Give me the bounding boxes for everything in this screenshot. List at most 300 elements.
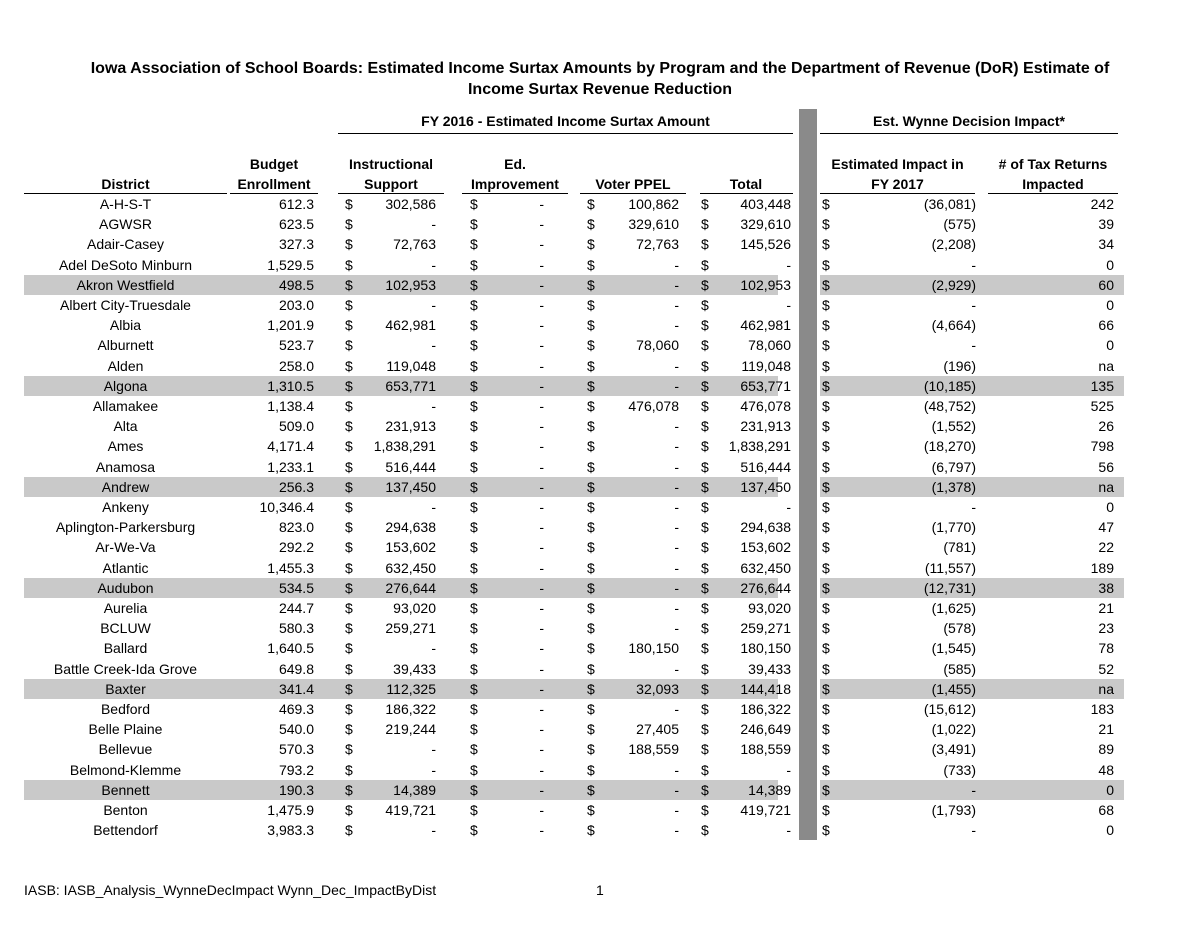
impact-dollar-sign: $ <box>822 721 830 738</box>
voter-dollar-sign: $ <box>587 196 595 212</box>
district-cell: Allamakee <box>92 398 159 414</box>
instructional-cell: 93,020 <box>393 600 436 616</box>
enrollment-cell: 534.5 <box>278 579 314 596</box>
total-dollar-sign: $ <box>701 236 709 253</box>
tax-returns-cell: 798 <box>1090 438 1114 455</box>
tax-returns-cell: 78 <box>1098 640 1114 657</box>
table-row <box>0 699 1200 719</box>
ed-improvement-cell: - <box>539 579 544 596</box>
instructional-cell: - <box>431 741 436 758</box>
impact-dollar-sign: $ <box>822 438 830 455</box>
impact-dollar-sign: $ <box>822 640 830 657</box>
instructional-cell: - <box>431 256 436 273</box>
enrollment-cell: 256.3 <box>278 478 314 495</box>
instructional-dollar-sign: $ <box>345 660 353 677</box>
total-cell: 462,981 <box>740 317 791 334</box>
total-dollar-sign: $ <box>701 317 709 334</box>
ed-improvement-cell: - <box>539 357 544 374</box>
voter-dollar-sign: $ <box>587 539 595 556</box>
district-cell: Bettendorf <box>93 822 158 839</box>
estimated-impact-cell: - <box>971 499 976 515</box>
ed-dollar-sign: $ <box>470 721 478 738</box>
instructional-cell: - <box>431 761 436 778</box>
enrollment-cell: 244.7 <box>278 600 314 616</box>
voter-dollar-sign: $ <box>587 701 595 717</box>
ed-dollar-sign: $ <box>470 822 478 839</box>
voter-dollar-sign: $ <box>587 256 595 273</box>
instructional-cell: 231,913 <box>385 418 436 435</box>
enrollment-cell: 203.0 <box>278 297 314 313</box>
instructional-dollar-sign: $ <box>345 640 353 657</box>
voter-ppel-cell: - <box>674 418 679 435</box>
instructional-dollar-sign: $ <box>345 822 353 839</box>
ed-improvement-cell: - <box>539 519 544 536</box>
impact-dollar-sign: $ <box>822 398 830 414</box>
tax-returns-cell: 0 <box>1106 822 1114 839</box>
voter-ppel-cell: - <box>674 761 679 778</box>
ed-dollar-sign: $ <box>470 317 478 334</box>
enrollment-cell: 570.3 <box>278 741 314 758</box>
voter-dollar-sign: $ <box>587 337 595 354</box>
voter-dollar-sign: $ <box>587 579 595 596</box>
impact-dollar-sign: $ <box>822 478 830 495</box>
ed-dollar-sign: $ <box>470 337 478 354</box>
ed-dollar-sign: $ <box>470 559 478 576</box>
total-cell: 137,450 <box>740 478 791 495</box>
total-dollar-sign: $ <box>701 822 709 839</box>
column-header-ed-improvement <box>462 154 568 194</box>
instructional-cell: 112,325 <box>386 680 436 697</box>
estimated-impact-cell: (1,625) <box>931 600 976 616</box>
tax-returns-cell: 242 <box>1090 196 1114 212</box>
instructional-cell: 102,953 <box>385 276 436 293</box>
table-row <box>0 537 1200 557</box>
tax-returns-cell: 21 <box>1098 600 1114 616</box>
enrollment-cell: 4,171.4 <box>267 438 314 455</box>
total-cell: 276,644 <box>740 579 791 596</box>
ed-improvement-cell: - <box>539 458 544 475</box>
impact-dollar-sign: $ <box>822 680 830 697</box>
district-cell: Benton <box>103 802 148 818</box>
table-row <box>0 255 1200 275</box>
voter-ppel-cell: - <box>674 600 679 616</box>
voter-dollar-sign: $ <box>587 418 595 435</box>
voter-dollar-sign: $ <box>587 559 595 576</box>
estimated-impact-cell: (1,545) <box>931 640 976 657</box>
ed-improvement-cell: - <box>539 297 544 313</box>
voter-dollar-sign: $ <box>587 680 595 697</box>
instructional-cell: 259,271 <box>385 620 436 637</box>
ed-dollar-sign: $ <box>470 438 478 455</box>
impact-dollar-sign: $ <box>822 620 830 637</box>
ed-improvement-cell: - <box>539 337 544 354</box>
total-cell: 145,526 <box>740 236 791 253</box>
voter-ppel-cell: - <box>674 499 679 515</box>
ed-improvement-cell: - <box>539 478 544 495</box>
instructional-dollar-sign: $ <box>345 337 353 354</box>
district-cell: Ar-We-Va <box>95 539 156 556</box>
tax-returns-cell: 38 <box>1098 579 1114 596</box>
voter-dollar-sign: $ <box>587 620 595 637</box>
voter-ppel-cell: - <box>674 822 679 839</box>
voter-ppel-cell: - <box>674 519 679 536</box>
estimated-impact-cell: (15,612) <box>923 701 976 717</box>
enrollment-cell: 3,983.3 <box>267 822 314 839</box>
instructional-dollar-sign: $ <box>345 317 353 334</box>
ed-dollar-sign: $ <box>470 377 478 394</box>
group-underline-wynne <box>820 133 1118 134</box>
table-row <box>0 436 1200 456</box>
total-dollar-sign: $ <box>701 519 709 536</box>
impact-dollar-sign: $ <box>822 781 830 798</box>
table-row <box>0 295 1200 315</box>
total-cell: 419,721 <box>740 802 791 818</box>
total-dollar-sign: $ <box>701 559 709 576</box>
tax-returns-cell: 0 <box>1106 256 1114 273</box>
total-cell: 78,060 <box>748 337 791 354</box>
district-cell: Belle Plaine <box>88 721 163 738</box>
district-cell: Bennett <box>101 781 150 798</box>
estimated-impact-cell: (196) <box>943 357 976 374</box>
ed-dollar-sign: $ <box>470 236 478 253</box>
voter-ppel-cell: - <box>674 357 679 374</box>
impact-dollar-sign: $ <box>822 701 830 717</box>
instructional-cell: 632,450 <box>385 559 436 576</box>
ed-improvement-cell: - <box>539 317 544 334</box>
instructional-dollar-sign: $ <box>345 357 353 374</box>
impact-dollar-sign: $ <box>822 317 830 334</box>
ed-dollar-sign: $ <box>470 781 478 798</box>
table-row <box>0 356 1200 376</box>
enrollment-cell: 1,455.3 <box>267 559 314 576</box>
voter-ppel-cell: - <box>674 297 679 313</box>
enrollment-cell: 649.8 <box>278 660 314 677</box>
voter-dollar-sign: $ <box>587 822 595 839</box>
ed-dollar-sign: $ <box>470 276 478 293</box>
voter-dollar-sign: $ <box>587 761 595 778</box>
table-row <box>0 416 1200 436</box>
impact-dollar-sign: $ <box>822 579 830 596</box>
impact-dollar-sign: $ <box>822 761 830 778</box>
voter-ppel-cell: - <box>674 701 679 717</box>
total-dollar-sign: $ <box>701 741 709 758</box>
ed-dollar-sign: $ <box>470 600 478 616</box>
instructional-dollar-sign: $ <box>345 802 353 818</box>
table-row <box>0 275 1200 295</box>
voter-dollar-sign: $ <box>587 600 595 616</box>
tax-returns-cell: 47 <box>1098 519 1114 536</box>
instructional-dollar-sign: $ <box>345 478 353 495</box>
column-header-estimated-impact <box>820 154 975 194</box>
voter-ppel-cell: 100,862 <box>628 196 679 212</box>
total-cell: 186,322 <box>740 701 791 717</box>
voter-dollar-sign: $ <box>587 519 595 536</box>
ed-dollar-sign: $ <box>470 802 478 818</box>
voter-ppel-cell: - <box>674 478 679 495</box>
estimated-impact-cell: (733) <box>943 761 976 778</box>
ed-dollar-sign: $ <box>470 640 478 657</box>
enrollment-cell: 509.0 <box>278 418 314 435</box>
estimated-impact-cell: (575) <box>943 216 976 233</box>
estimated-impact-cell: (48,752) <box>923 398 976 414</box>
ed-dollar-sign: $ <box>470 701 478 717</box>
ed-dollar-sign: $ <box>470 357 478 374</box>
voter-dollar-sign: $ <box>587 377 595 394</box>
table-row <box>0 578 1200 598</box>
instructional-cell: - <box>431 337 436 354</box>
voter-dollar-sign: $ <box>587 317 595 334</box>
enrollment-cell: 1,529.5 <box>267 256 314 273</box>
impact-dollar-sign: $ <box>822 802 830 818</box>
estimated-impact-cell: (1,455) <box>931 680 976 697</box>
district-cell: Albert City-Truesdale <box>60 297 191 313</box>
district-cell: Adair-Casey <box>86 236 165 253</box>
voter-dollar-sign: $ <box>587 236 595 253</box>
ed-dollar-sign: $ <box>470 620 478 637</box>
ed-improvement-cell: - <box>539 721 544 738</box>
voter-dollar-sign: $ <box>587 660 595 677</box>
total-dollar-sign: $ <box>701 640 709 657</box>
ed-dollar-sign: $ <box>470 579 478 596</box>
district-cell: Alburnett <box>97 337 154 354</box>
ed-dollar-sign: $ <box>470 499 478 515</box>
ed-dollar-sign: $ <box>470 196 478 212</box>
instructional-cell: 294,638 <box>385 519 436 536</box>
instructional-cell: 1,838,291 <box>373 438 436 455</box>
impact-dollar-sign: $ <box>822 539 830 556</box>
voter-ppel-cell: - <box>674 579 679 596</box>
ed-header-line-2: Improvement <box>471 176 559 192</box>
voter-ppel-cell: 180,150 <box>628 640 679 657</box>
tax-returns-cell: 21 <box>1098 721 1114 738</box>
voter-ppel-cell: - <box>674 620 679 637</box>
total-cell: 403,448 <box>740 196 791 212</box>
total-cell: 476,078 <box>740 398 791 414</box>
instructional-dollar-sign: $ <box>345 559 353 576</box>
instructional-dollar-sign: $ <box>345 418 353 435</box>
voter-ppel-cell: - <box>674 559 679 576</box>
impact-dollar-sign: $ <box>822 256 830 273</box>
total-dollar-sign: $ <box>701 781 709 798</box>
voter-ppel-cell: 32,093 <box>636 680 679 697</box>
instructional-cell: 276,644 <box>385 579 436 596</box>
tax-returns-cell: 34 <box>1098 236 1114 253</box>
section-divider-bar <box>799 109 817 840</box>
instructional-dollar-sign: $ <box>345 620 353 637</box>
impact-dollar-sign: $ <box>822 196 830 212</box>
tax-returns-cell: 0 <box>1106 499 1114 515</box>
total-dollar-sign: $ <box>701 398 709 414</box>
total-cell: 653,771 <box>740 377 791 394</box>
ed-improvement-cell: - <box>539 761 544 778</box>
total-dollar-sign: $ <box>701 297 709 313</box>
instructional-cell: 39,433 <box>393 660 436 677</box>
ed-dollar-sign: $ <box>470 398 478 414</box>
total-cell: 1,838,291 <box>728 438 791 455</box>
table-row <box>0 820 1200 840</box>
table-row <box>0 800 1200 820</box>
total-cell: - <box>786 822 791 839</box>
ed-dollar-sign: $ <box>470 216 478 233</box>
instructional-dollar-sign: $ <box>345 600 353 616</box>
instructional-dollar-sign: $ <box>345 721 353 738</box>
impact-dollar-sign: $ <box>822 418 830 435</box>
district-cell: AGWSR <box>99 216 152 233</box>
tax-returns-cell: 66 <box>1098 317 1114 334</box>
instructional-cell: 153,602 <box>385 539 436 556</box>
table-row <box>0 315 1200 335</box>
ed-improvement-cell: - <box>539 600 544 616</box>
tax-returns-cell: 52 <box>1098 660 1114 677</box>
table-row <box>0 760 1200 780</box>
voter-ppel-cell: - <box>674 276 679 293</box>
instructional-cell: 419,721 <box>385 802 436 818</box>
voter-ppel-cell: 27,405 <box>636 721 679 738</box>
ed-dollar-sign: $ <box>470 519 478 536</box>
total-dollar-sign: $ <box>701 438 709 455</box>
ed-improvement-cell: - <box>539 418 544 435</box>
instructional-cell: - <box>431 216 436 233</box>
ed-improvement-cell: - <box>539 680 544 697</box>
district-cell: A-H-S-T <box>99 196 152 212</box>
enrollment-cell: 341.4 <box>278 680 314 697</box>
voter-ppel-cell: - <box>674 377 679 394</box>
table-row <box>0 517 1200 537</box>
enrollment-cell: 793.2 <box>278 761 314 778</box>
impact-dollar-sign: $ <box>822 276 830 293</box>
estimated-impact-cell: (12,731) <box>923 579 976 596</box>
instructional-dollar-sign: $ <box>345 499 353 515</box>
enrollment-cell: 292.2 <box>278 539 314 556</box>
ed-improvement-cell: - <box>539 216 544 233</box>
estimated-impact-cell: (36,081) <box>923 196 976 212</box>
voter-ppel-cell: - <box>674 256 679 273</box>
total-cell: 144,418 <box>740 680 791 697</box>
impact-dollar-sign: $ <box>822 600 830 616</box>
tax-returns-cell: 60 <box>1098 276 1114 293</box>
estimated-impact-cell: (3,491) <box>931 741 976 758</box>
voter-dollar-sign: $ <box>587 357 595 374</box>
instructional-dollar-sign: $ <box>345 276 353 293</box>
instructional-dollar-sign: $ <box>345 256 353 273</box>
tax-returns-cell: 56 <box>1098 458 1114 475</box>
estimated-impact-cell: - <box>971 297 976 313</box>
district-cell: Adel DeSoto Minburn <box>58 256 193 273</box>
total-dollar-sign: $ <box>701 600 709 616</box>
district-cell: Ames <box>107 438 144 455</box>
instructional-cell: 653,771 <box>385 377 436 394</box>
returns-header-line-1: # of Tax Returns <box>998 156 1108 172</box>
tax-returns-cell: 48 <box>1098 761 1114 778</box>
instructional-cell: 219,244 <box>385 721 436 738</box>
tax-returns-cell: 135 <box>1090 377 1114 394</box>
enrollment-cell: 1,201.9 <box>267 317 314 334</box>
voter-ppel-cell: 188,559 <box>628 741 679 758</box>
instructional-dollar-sign: $ <box>345 196 353 212</box>
ed-dollar-sign: $ <box>470 478 478 495</box>
impact-dollar-sign: $ <box>822 357 830 374</box>
ed-improvement-cell: - <box>539 196 544 212</box>
ed-header-line-1: Ed. <box>504 156 526 172</box>
instructional-cell: 137,450 <box>385 478 436 495</box>
total-cell: 632,450 <box>740 559 791 576</box>
total-cell: 14,389 <box>748 781 791 798</box>
total-cell: 329,610 <box>740 216 791 233</box>
district-cell: Bedford <box>100 701 151 717</box>
enrollment-cell: 540.0 <box>278 721 314 738</box>
ed-dollar-sign: $ <box>470 539 478 556</box>
impact-dollar-sign: $ <box>822 741 830 758</box>
tax-returns-cell: 0 <box>1106 337 1114 354</box>
table-row <box>0 719 1200 739</box>
ed-improvement-cell: - <box>539 620 544 637</box>
group-header-fy2016: FY 2016 - Estimated Income Surtax Amount <box>421 113 710 129</box>
voter-ppel-cell: 72,763 <box>636 236 679 253</box>
instructional-cell: 14,389 <box>393 781 436 798</box>
title-line-2: Income Surtax Revenue Reduction <box>467 81 733 98</box>
instructional-dollar-sign: $ <box>345 680 353 697</box>
voter-dollar-sign: $ <box>587 216 595 233</box>
instructional-cell: - <box>431 640 436 657</box>
estimated-impact-cell: - <box>971 781 976 798</box>
ed-improvement-cell: - <box>539 781 544 798</box>
district-cell: Alden <box>107 357 144 374</box>
tax-returns-cell: 0 <box>1106 781 1114 798</box>
ed-improvement-cell: - <box>539 640 544 657</box>
table-row <box>0 477 1200 497</box>
column-header-total: Total <box>729 176 763 192</box>
district-cell: Aplington-Parkersburg <box>55 519 196 536</box>
total-cell: 188,559 <box>740 741 791 758</box>
district-cell: Ballard <box>103 640 148 657</box>
enrollment-cell: 612.3 <box>278 196 314 212</box>
instructional-cell: - <box>431 822 436 839</box>
group-underline-fy2016 <box>338 133 793 134</box>
impact-dollar-sign: $ <box>822 458 830 475</box>
instructional-dollar-sign: $ <box>345 398 353 414</box>
total-cell: - <box>786 297 791 313</box>
voter-dollar-sign: $ <box>587 499 595 515</box>
impact-dollar-sign: $ <box>822 337 830 354</box>
estimated-impact-cell: (11,557) <box>924 559 976 576</box>
estimated-impact-cell: (1,793) <box>931 802 976 818</box>
estimated-impact-cell: - <box>971 337 976 354</box>
impact-dollar-sign: $ <box>822 236 830 253</box>
enrollment-cell: 823.0 <box>278 519 314 536</box>
instructional-dollar-sign: $ <box>345 539 353 556</box>
table-row <box>0 396 1200 416</box>
returns-header-line-2: Impacted <box>1022 176 1084 192</box>
impact-dollar-sign: $ <box>822 216 830 233</box>
estimated-impact-cell: (1,770) <box>931 519 976 536</box>
footer-page-number: 1 <box>596 882 604 898</box>
instructional-cell: - <box>431 297 436 313</box>
estimated-impact-cell: (1,378) <box>931 478 976 495</box>
column-header-tax-returns <box>988 154 1118 194</box>
voter-ppel-cell: - <box>674 317 679 334</box>
instructional-cell: 72,763 <box>393 236 436 253</box>
document-title <box>0 58 1200 100</box>
enrollment-cell: 327.3 <box>278 236 314 253</box>
total-cell: - <box>786 499 791 515</box>
enrollment-cell: 580.3 <box>278 620 314 637</box>
enrollment-cell: 1,640.5 <box>267 640 314 657</box>
instructional-dollar-sign: $ <box>345 377 353 394</box>
table-row <box>0 780 1200 800</box>
footer-source: IASB: IASB_Analysis_WynneDecImpact Wynn_Dec_ImpactByDist <box>24 882 437 898</box>
table-row <box>0 659 1200 679</box>
enrollment-cell: 258.0 <box>278 357 314 374</box>
